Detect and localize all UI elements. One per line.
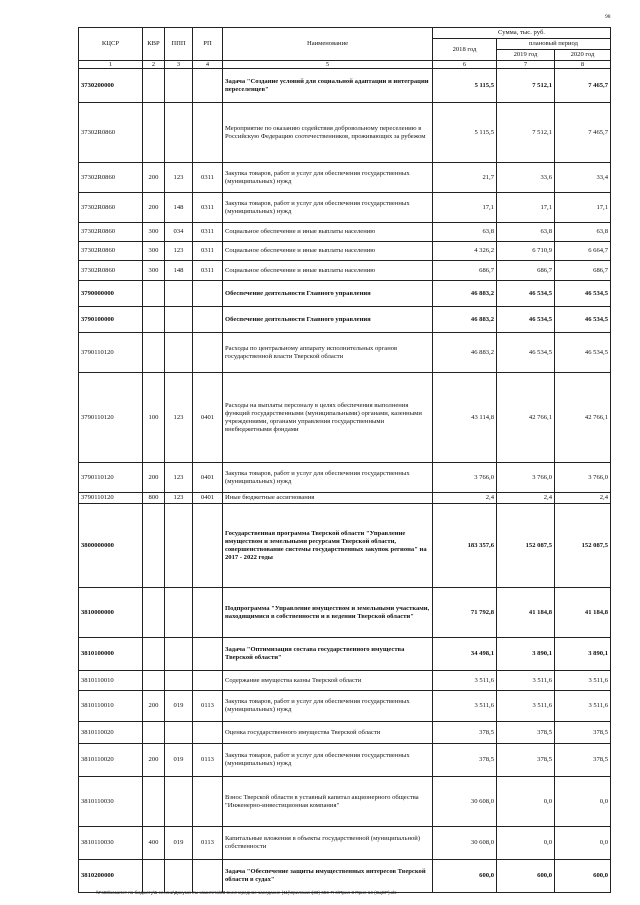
cell-2020: 0,0: [555, 777, 611, 827]
cell-rp: [193, 588, 223, 638]
cell-2019: 41 184,8: [497, 588, 555, 638]
cell-ppp: 148: [165, 261, 193, 281]
cell-ppp: 123: [165, 242, 193, 261]
table-row: [79, 827, 611, 860]
cell-ppp: [165, 103, 193, 163]
cell-rp: 0113: [193, 744, 223, 777]
cell-2020: 378,5: [555, 744, 611, 777]
table-row: [79, 638, 611, 671]
cell-kcsr: 3800000000: [79, 504, 143, 588]
cell-2019: 46 534,5: [497, 307, 555, 333]
cell-ppp: 123: [165, 163, 193, 193]
cell-name: Расходы по центральному аппарату исполнительных органов государственной власти Тверской области: [223, 333, 433, 373]
cell-name: Оценка государственного имущества Тверской области: [223, 722, 433, 744]
cell-2018: 46 883,2: [433, 333, 497, 373]
cell-2020: 46 534,5: [555, 333, 611, 373]
cell-2019: 0,0: [497, 827, 555, 860]
column-index-row: [79, 61, 611, 69]
cell-name: Задача "Обеспечение защиты имущественных интересов Тверской области в судах": [223, 860, 433, 893]
cell-2018: 63,8: [433, 223, 497, 242]
table-row: [79, 493, 611, 504]
cell-rp: 0113: [193, 691, 223, 722]
cell-2019: 42 766,1: [497, 373, 555, 463]
cell-kcsr: 3790100000: [79, 307, 143, 333]
cell-kvr: [143, 103, 165, 163]
cell-kvr: [143, 777, 165, 827]
cell-name: Расходы на выплаты персоналу в целях обеспечения выполнения функций государственными (муниципальными) органами, казенными учреждениями, органами управления государственными внебюджетными фондами: [223, 373, 433, 463]
cell-rp: [193, 860, 223, 893]
cell-2018: 71 792,8: [433, 588, 497, 638]
cell-2018: 46 883,2: [433, 307, 497, 333]
cell-ppp: [165, 722, 193, 744]
cell-rp: [193, 777, 223, 827]
cell-name: Закупка товаров, работ и услуг для обеспечения государственных (муниципальных) нужд: [223, 691, 433, 722]
cell-rp: 0311: [193, 163, 223, 193]
cell-2020: 46 534,5: [555, 307, 611, 333]
cell-ppp: [165, 860, 193, 893]
cell-kcsr: 37302R0860: [79, 103, 143, 163]
cell-2018: 600,0: [433, 860, 497, 893]
cell-kvr: 200: [143, 163, 165, 193]
cell-ppp: [165, 638, 193, 671]
cell-2019: 3 511,6: [497, 691, 555, 722]
cell-2020: 3 890,1: [555, 638, 611, 671]
header-sum: Сумма, тыс. руб.: [433, 28, 611, 39]
cell-2019: 7 512,1: [497, 69, 555, 103]
cell-kvr: [143, 307, 165, 333]
cell-rp: 0113: [193, 827, 223, 860]
cell-name: Закупка товаров, работ и услуг для обеспечения государственных (муниципальных) нужд: [223, 163, 433, 193]
cell-rp: [193, 281, 223, 307]
cell-ppp: 123: [165, 463, 193, 493]
cell-kcsr: 3810110010: [79, 671, 143, 691]
column-index: 3: [165, 61, 193, 69]
table-body: [79, 69, 611, 893]
table-row: [79, 261, 611, 281]
cell-2019: 33,6: [497, 163, 555, 193]
cell-2019: 3 766,0: [497, 463, 555, 493]
cell-kcsr: 3790110120: [79, 463, 143, 493]
cell-kvr: [143, 638, 165, 671]
cell-2020: 42 766,1: [555, 373, 611, 463]
cell-2020: 3 766,0: [555, 463, 611, 493]
cell-2018: 183 357,6: [433, 504, 497, 588]
cell-kvr: [143, 504, 165, 588]
cell-name: Закупка товаров, работ и услуг для обеспечения государственных (муниципальных) нужд: [223, 463, 433, 493]
table-row: [79, 69, 611, 103]
cell-kvr: [143, 588, 165, 638]
table-row: [79, 373, 611, 463]
cell-kcsr: 3810200000: [79, 860, 143, 893]
cell-2020: 3 511,6: [555, 691, 611, 722]
cell-name: Иные бюджетные ассигнования: [223, 493, 433, 504]
header-2020: 2020 год: [555, 50, 611, 61]
cell-2020: 152 087,5: [555, 504, 611, 588]
cell-name: Государственная программа Тверской области "Управление имуществом и земельными ресурсами Тверской области, совершенствование системы государственных закупок региона" на 2017 - 2022 годы: [223, 504, 433, 588]
cell-name: Закупка товаров, работ и услуг для обеспечения государственных (муниципальных) нужд: [223, 193, 433, 223]
column-index: 8: [555, 61, 611, 69]
table-row: [79, 163, 611, 193]
cell-ppp: [165, 671, 193, 691]
table-row: [79, 588, 611, 638]
cell-kvr: [143, 722, 165, 744]
cell-kvr: 200: [143, 691, 165, 722]
cell-2018: 2,4: [433, 493, 497, 504]
cell-kcsr: 3810110010: [79, 691, 143, 722]
table-row: [79, 722, 611, 744]
cell-ppp: 123: [165, 373, 193, 463]
cell-2019: 600,0: [497, 860, 555, 893]
cell-rp: [193, 671, 223, 691]
header-kvr: КВР: [143, 28, 165, 61]
cell-ppp: 019: [165, 744, 193, 777]
cell-2019: 7 512,1: [497, 103, 555, 163]
cell-name: Мероприятие по оказанию содействия добровольному переселению в Российскую Федерацию соотечественников, проживающих за рубежом: [223, 103, 433, 163]
cell-kcsr: 3790110120: [79, 373, 143, 463]
cell-rp: [193, 333, 223, 373]
cell-2018: 17,1: [433, 193, 497, 223]
cell-ppp: 123: [165, 493, 193, 504]
cell-2019: 2,4: [497, 493, 555, 504]
cell-ppp: [165, 281, 193, 307]
cell-2019: 3 890,1: [497, 638, 555, 671]
cell-2020: 600,0: [555, 860, 611, 893]
cell-kcsr: 37302R0860: [79, 261, 143, 281]
header-ppp: ППП: [165, 28, 193, 61]
cell-rp: 0311: [193, 223, 223, 242]
cell-kcsr: 3810110020: [79, 744, 143, 777]
table-row: [79, 281, 611, 307]
table-row: [79, 504, 611, 588]
cell-kvr: 200: [143, 193, 165, 223]
cell-kvr: [143, 281, 165, 307]
table-row: [79, 671, 611, 691]
cell-2020: 33,4: [555, 163, 611, 193]
cell-kcsr: 3790110120: [79, 493, 143, 504]
cell-2020: 41 184,8: [555, 588, 611, 638]
cell-2018: 5 115,5: [433, 69, 497, 103]
header-2018: 2018 год: [433, 39, 497, 61]
cell-2019: 378,5: [497, 722, 555, 744]
cell-kvr: [143, 333, 165, 373]
cell-rp: [193, 638, 223, 671]
page-number: 98: [605, 14, 611, 20]
cell-2020: 2,4: [555, 493, 611, 504]
cell-2019: 152 087,5: [497, 504, 555, 588]
cell-ppp: [165, 777, 193, 827]
cell-kvr: [143, 671, 165, 691]
cell-2019: 686,7: [497, 261, 555, 281]
cell-2018: 46 883,2: [433, 281, 497, 307]
cell-ppp: [165, 69, 193, 103]
cell-rp: [193, 103, 223, 163]
table-row: [79, 307, 611, 333]
cell-kvr: 300: [143, 261, 165, 281]
table-row: [79, 860, 611, 893]
cell-kcsr: 3810110020: [79, 722, 143, 744]
cell-ppp: 019: [165, 691, 193, 722]
table-row: [79, 333, 611, 373]
cell-2018: 30 608,0: [433, 777, 497, 827]
cell-rp: 0311: [193, 242, 223, 261]
cell-name: Взнос Тверской области в уставный капитал акционерного общества "Инженерно-инвестиционная компания": [223, 777, 433, 827]
cell-kcsr: 3730200000: [79, 69, 143, 103]
cell-ppp: 019: [165, 827, 193, 860]
cell-2018: 378,5: [433, 722, 497, 744]
table-header: [79, 28, 611, 69]
column-index: 6: [433, 61, 497, 69]
cell-ppp: [165, 504, 193, 588]
cell-kcsr: 3790110120: [79, 333, 143, 373]
table-row: [79, 744, 611, 777]
footer-file-path: \\Fs03\комитет по бюджету\Б сессии\Документы комитета\33 внеочередное заседание (11)\приложен(33) 659-П-6\Прил 8 Прил 14 (КЦСР).xls: [96, 890, 397, 895]
cell-2020: 378,5: [555, 722, 611, 744]
cell-name: Содержание имущества казны Тверской области: [223, 671, 433, 691]
cell-kvr: 200: [143, 463, 165, 493]
table-row: [79, 777, 611, 827]
cell-rp: [193, 504, 223, 588]
cell-kcsr: 37302R0860: [79, 242, 143, 261]
table-row: [79, 193, 611, 223]
cell-2019: 3 511,6: [497, 671, 555, 691]
cell-kcsr: 3810110030: [79, 827, 143, 860]
cell-kcsr: 3810100000: [79, 638, 143, 671]
cell-name: Подпрограмма "Управление имуществом и земельными участками, находящимися в собственности и в ведении Тверской области": [223, 588, 433, 638]
cell-kvr: 200: [143, 744, 165, 777]
cell-2019: 46 534,5: [497, 333, 555, 373]
cell-kcsr: 37302R0860: [79, 163, 143, 193]
cell-2020: 7 465,7: [555, 103, 611, 163]
cell-ppp: 148: [165, 193, 193, 223]
column-index: 1: [79, 61, 143, 69]
cell-2019: 46 534,5: [497, 281, 555, 307]
cell-2020: 17,1: [555, 193, 611, 223]
cell-rp: [193, 307, 223, 333]
cell-name: Социальное обеспечение и иные выплаты населению: [223, 242, 433, 261]
cell-rp: [193, 69, 223, 103]
cell-name: Закупка товаров, работ и услуг для обеспечения государственных (муниципальных) нужд: [223, 744, 433, 777]
table-row: [79, 691, 611, 722]
cell-2018: 21,7: [433, 163, 497, 193]
cell-name: Социальное обеспечение и иные выплаты населению: [223, 261, 433, 281]
cell-name: Задача "Создание условий для социальной адаптации и интеграции переселенцев": [223, 69, 433, 103]
cell-ppp: [165, 588, 193, 638]
cell-2019: 63,8: [497, 223, 555, 242]
cell-rp: [193, 722, 223, 744]
cell-kvr: 300: [143, 242, 165, 261]
cell-2018: 378,5: [433, 744, 497, 777]
cell-name: Социальное обеспечение и иные выплаты населению: [223, 223, 433, 242]
column-index: 7: [497, 61, 555, 69]
cell-rp: 0401: [193, 463, 223, 493]
cell-name: Капитальные вложения в объекты государственной (муниципальной) собственности: [223, 827, 433, 860]
cell-2018: 30 608,0: [433, 827, 497, 860]
cell-kcsr: 3790000000: [79, 281, 143, 307]
cell-2019: 17,1: [497, 193, 555, 223]
table-row: [79, 242, 611, 261]
cell-kvr: 100: [143, 373, 165, 463]
cell-2020: 0,0: [555, 827, 611, 860]
cell-rp: 0311: [193, 261, 223, 281]
cell-2020: 46 534,5: [555, 281, 611, 307]
cell-kvr: 300: [143, 223, 165, 242]
cell-kcsr: 3810110030: [79, 777, 143, 827]
cell-kcsr: 37302R0860: [79, 223, 143, 242]
cell-kcsr: 37302R0860: [79, 193, 143, 223]
header-planned: плановый период: [497, 39, 611, 50]
cell-kvr: 800: [143, 493, 165, 504]
cell-kvr: [143, 69, 165, 103]
cell-kvr: [143, 860, 165, 893]
cell-kvr: 400: [143, 827, 165, 860]
column-index: 5: [223, 61, 433, 69]
cell-2019: 378,5: [497, 744, 555, 777]
cell-name: Обеспечение деятельности Главного управления: [223, 307, 433, 333]
cell-name: Обеспечение деятельности Главного управления: [223, 281, 433, 307]
header-name: Наименование: [223, 28, 433, 61]
cell-2018: 3 766,0: [433, 463, 497, 493]
table-row: [79, 103, 611, 163]
cell-ppp: 034: [165, 223, 193, 242]
cell-2018: 4 326,2: [433, 242, 497, 261]
cell-2019: 0,0: [497, 777, 555, 827]
column-index: 4: [193, 61, 223, 69]
header-rp: РП: [193, 28, 223, 61]
cell-2018: 3 511,6: [433, 691, 497, 722]
cell-2020: 7 465,7: [555, 69, 611, 103]
header-kcsr: КЦСР: [79, 28, 143, 61]
budget-table: [78, 27, 611, 893]
cell-ppp: [165, 333, 193, 373]
cell-ppp: [165, 307, 193, 333]
cell-2018: 43 114,8: [433, 373, 497, 463]
cell-2018: 34 498,1: [433, 638, 497, 671]
table-row: [79, 463, 611, 493]
cell-rp: 0401: [193, 373, 223, 463]
column-index: 2: [143, 61, 165, 69]
cell-2020: 63,8: [555, 223, 611, 242]
cell-2020: 3 511,6: [555, 671, 611, 691]
cell-kcsr: 3810000000: [79, 588, 143, 638]
cell-2018: 686,7: [433, 261, 497, 281]
cell-name: Задача "Оптимизация состава государственного имущества Тверской области": [223, 638, 433, 671]
cell-rp: 0401: [193, 493, 223, 504]
cell-2018: 5 115,5: [433, 103, 497, 163]
cell-2020: 686,7: [555, 261, 611, 281]
table-row: [79, 223, 611, 242]
cell-rp: 0311: [193, 193, 223, 223]
header-2019: 2019 год: [497, 50, 555, 61]
cell-2020: 6 664,7: [555, 242, 611, 261]
cell-2018: 3 511,6: [433, 671, 497, 691]
cell-2019: 6 710,9: [497, 242, 555, 261]
